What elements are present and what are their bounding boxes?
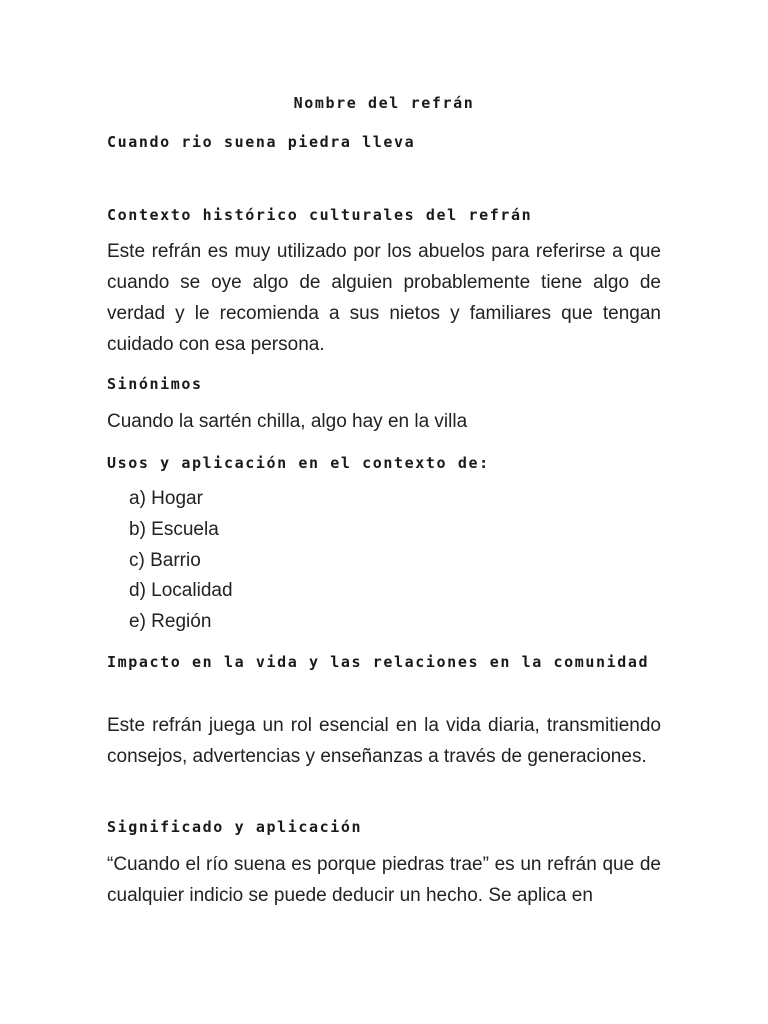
list-item: e) Región — [129, 611, 212, 633]
refran-name: Cuando rio suena piedra lleva — [107, 133, 416, 151]
list-item: a) Hogar — [129, 488, 203, 509]
significado-paragraph: “Cuando el río suena es porque piedras trae” es un refrán que de cualquier indicio se puede deducir un hecho. Se aplica en — [107, 854, 661, 906]
usos-list — [129, 484, 233, 638]
list-item: d) Localidad — [129, 580, 233, 602]
contexto-heading: Contexto histórico culturales del refrán — [107, 206, 533, 224]
document-title: Nombre del refrán — [293, 94, 475, 112]
impacto-heading: Impacto en la vida y las relaciones en la comunidad — [107, 653, 650, 671]
contexto-paragraph: Este refrán es muy utilizado por los abuelos para referirse a que cuando se oye algo de alguien probablemente tiene algo de verdad y le recomienda a sus nietos y familiares que tengan cuidado con esa persona. — [107, 241, 661, 355]
list-item: b) Escuela — [129, 518, 219, 540]
list-item: c) Barrio — [129, 549, 201, 571]
usos-heading: Usos y aplicación en el contexto de: — [107, 454, 490, 472]
significado-heading: Significado y aplicación — [107, 818, 363, 836]
impacto-paragraph: Este refrán juega un rol esencial en la vida diaria, transmitiendo consejos, advertencias y enseñanzas a través de generaciones. — [107, 715, 661, 767]
sinonimos-heading: Sinónimos — [107, 375, 203, 393]
sinonimos-paragraph: Cuando la sartén chilla, algo hay en la villa — [107, 411, 468, 432]
